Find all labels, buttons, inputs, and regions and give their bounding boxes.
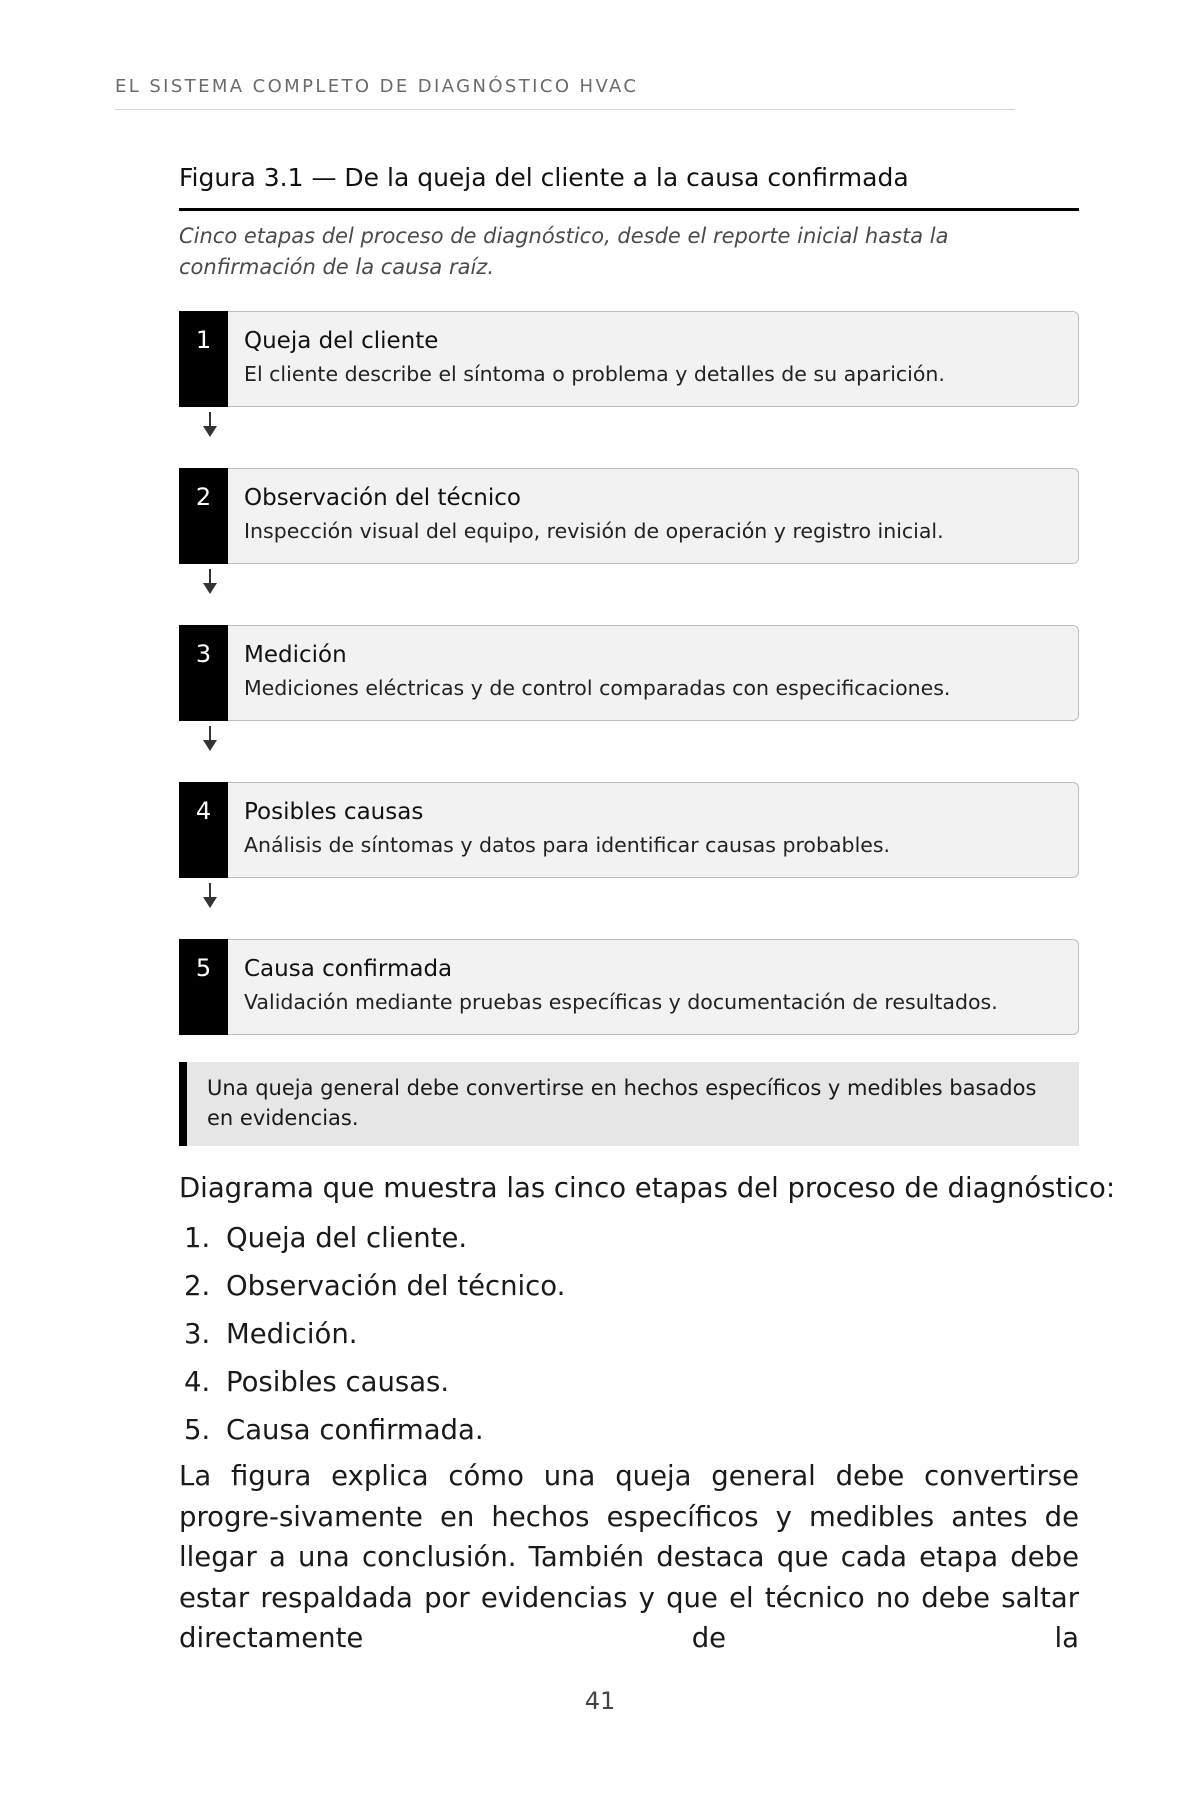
list-text: Queja del cliente. xyxy=(226,1222,468,1254)
list-number: 5. xyxy=(184,1414,211,1446)
down-arrow-icon xyxy=(179,878,1079,939)
page-number: 41 xyxy=(584,1687,616,1715)
step-4 xyxy=(179,782,1079,878)
list-number: 2. xyxy=(184,1270,211,1302)
list-item xyxy=(179,1406,1079,1454)
callout-note: Una queja general debe convertirse en hechos específicos y medibles basados en evidencias. xyxy=(179,1062,1079,1146)
page-content xyxy=(179,158,1116,1659)
step-description: El cliente describe el síntoma o problema y detalles de su aparición. xyxy=(244,362,945,386)
step-number: 3 xyxy=(179,625,228,721)
step-number: 5 xyxy=(179,939,228,1035)
down-arrow-icon xyxy=(179,721,1079,782)
step-description: Análisis de síntomas y datos para identificar causas probables. xyxy=(244,833,891,857)
steps-list xyxy=(179,1214,1079,1454)
step-title: Observación del técnico xyxy=(244,485,521,511)
body-paragraph: La figura explica cómo una queja general debe convertirse progre-sivamente en hechos específicos y medibles antes de llegar a una conclusión. También destaca que cada etapa debe estar respaldada por evidencias y que el técnico no debe saltar directamente de la xyxy=(179,1460,1079,1654)
step-title: Posibles causas xyxy=(244,799,424,825)
down-arrow-icon xyxy=(179,407,1079,468)
down-arrow-icon xyxy=(179,564,1079,625)
step-number: 4 xyxy=(179,782,228,878)
figure-title: Figura 3.1 — De la queja del cliente a la causa confirmada xyxy=(179,158,1079,211)
step-number: 1 xyxy=(179,311,228,407)
list-text: Observación del técnico. xyxy=(226,1270,566,1302)
step-box xyxy=(228,468,1079,564)
list-number: 1. xyxy=(184,1222,211,1254)
list-item xyxy=(179,1214,1079,1262)
step-description: Validación mediante pruebas específicas y documentación de resultados. xyxy=(244,990,998,1014)
step-5 xyxy=(179,939,1079,1035)
step-box xyxy=(228,939,1079,1035)
step-title: Medición xyxy=(244,642,347,668)
list-item xyxy=(179,1262,1079,1310)
list-number: 3. xyxy=(184,1318,211,1350)
running-header: EL SISTEMA COMPLETO DE DIAGNÓSTICO HVAC xyxy=(115,76,639,97)
step-title: Queja del cliente xyxy=(244,328,439,354)
figure-caption: Cinco etapas del proceso de diagnóstico, desde el reporte inicial hasta la confirmación de la causa raíz. xyxy=(179,224,949,279)
step-box xyxy=(228,782,1079,878)
step-number: 2 xyxy=(179,468,228,564)
step-1 xyxy=(179,311,1079,407)
flow-diagram xyxy=(179,311,1079,1035)
list-item xyxy=(179,1310,1079,1358)
list-text: Posibles causas. xyxy=(226,1366,450,1398)
step-2 xyxy=(179,468,1079,564)
step-3 xyxy=(179,625,1079,721)
step-box xyxy=(228,311,1079,407)
step-box xyxy=(228,625,1079,721)
step-description: Mediciones eléctricas y de control comparadas con especificaciones. xyxy=(244,676,951,700)
list-number: 4. xyxy=(184,1366,211,1398)
step-description: Inspección visual del equipo, revisión de operación y registro inicial. xyxy=(244,519,944,543)
step-title: Causa confirmada xyxy=(244,956,453,982)
list-item xyxy=(179,1358,1079,1406)
header-rule xyxy=(115,109,1015,110)
list-text: Medición. xyxy=(226,1318,358,1350)
list-text: Causa confirmada. xyxy=(226,1414,484,1446)
body-lead: Diagrama que muestra las cinco etapas del proceso de diagnóstico: xyxy=(179,1172,1116,1204)
